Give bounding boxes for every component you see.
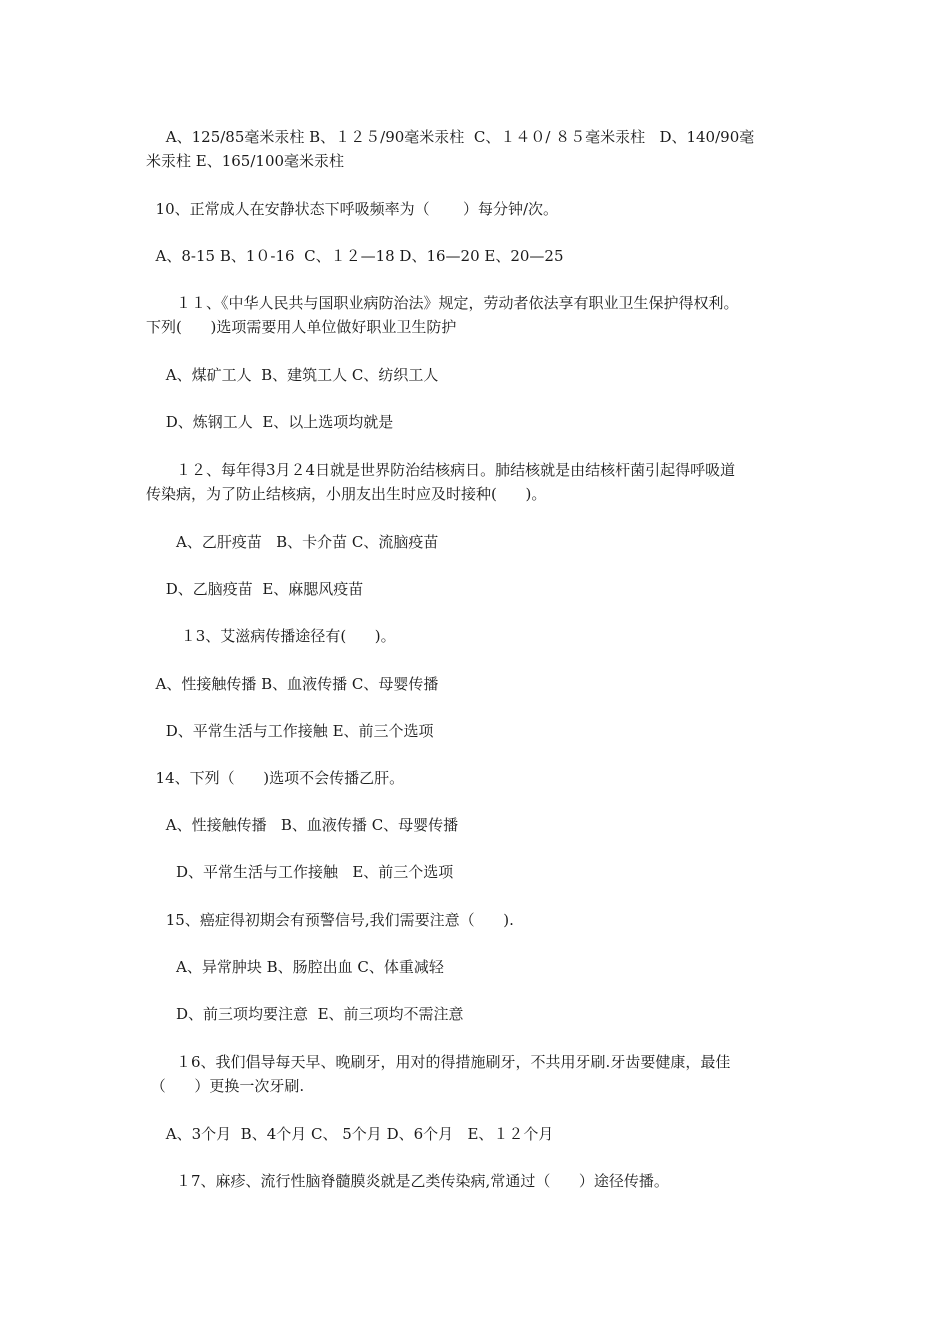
text-line-q13-options-1: A、性接触传播 B、血液传播 C、母婴传播 [146, 675, 439, 693]
text-line-q15-options-1: A、异常肿块 B、肠腔出血 C、体重减轻 [146, 958, 444, 976]
text-line-q16-options: A、3个月 B、4个月 C、 5个月 D、6个月 E、１２个月 [146, 1125, 554, 1143]
text-line-q17: １7、麻疹、流行性脑脊髓膜炎就是乙类传染病,常通过（ ）途径传播。 [146, 1172, 669, 1190]
text-line-q12-options-1: A、乙肝疫苗 B、卡介苗 C、流脑疫苗 [146, 533, 439, 551]
text-line-q13-options-2: D、平常生活与工作接触 E、前三个选项 [146, 722, 434, 740]
text-line-q14-options-2: D、平常生活与工作接触 E、前三个选项 [146, 863, 454, 881]
text-line-q14-options-1: A、性接触传播 B、血液传播 C、母婴传播 [146, 816, 459, 834]
text-line-q12-1: １２、每年得3月２4日就是世界防治结核病日。肺结核就是由结核杆菌引起得呼吸道 [146, 461, 736, 479]
text-line-q10-options: A、8-15 B、1０-16 C、１２—18 D、16—20 E、20—25 [146, 247, 564, 265]
text-line-q15: 15、癌症得初期会有预警信号,我们需要注意（ ). [146, 911, 514, 929]
text-line-q16-1: １6、我们倡导每天早、晚刷牙，用对的得措施刷牙，不共用牙刷.牙齿要健康，最佳 [146, 1053, 731, 1071]
text-line-q16-2: （ ）更换一次牙刷. [146, 1077, 305, 1095]
text-line-q15-options-2: D、前三项均要注意 E、前三项均不需注意 [146, 1005, 464, 1023]
text-line-q10: 10、正常成人在安静状态下呼吸频率为（ ）每分钟/次。 [146, 200, 559, 218]
text-line-q12-2: 传染病，为了防止结核病，小朋友出生时应及时接种( )。 [146, 485, 547, 503]
text-line-q9-options-2: 米汞柱 E、165/100毫米汞柱 [146, 152, 345, 170]
text-line-q13: １3、艾滋病传播途径有( )。 [146, 627, 396, 645]
text-line-q11-1: １１、《中华人民共与国职业病防治法》规定，劳动者依法享有职业卫生保护得权利。 [146, 294, 739, 312]
text-line-q11-2: 下列( )选项需要用人单位做好职业卫生防护 [146, 318, 457, 336]
text-line-q14: 14、下列（ )选项不会传播乙肝。 [146, 769, 405, 787]
text-line-q9-options-1: A、125/85毫米汞柱 B、１２５/90毫米汞柱 C、１４０/ ８５毫米汞柱 D、140/90毫 [146, 128, 755, 146]
text-line-q11-options-2: D、炼钢工人 E、以上选项均就是 [146, 413, 394, 431]
text-line-q12-options-2: D、乙脑疫苗 E、麻腮风疫苗 [146, 580, 364, 598]
text-line-q11-options-1: A、煤矿工人 B、建筑工人 C、纺织工人 [146, 366, 439, 384]
